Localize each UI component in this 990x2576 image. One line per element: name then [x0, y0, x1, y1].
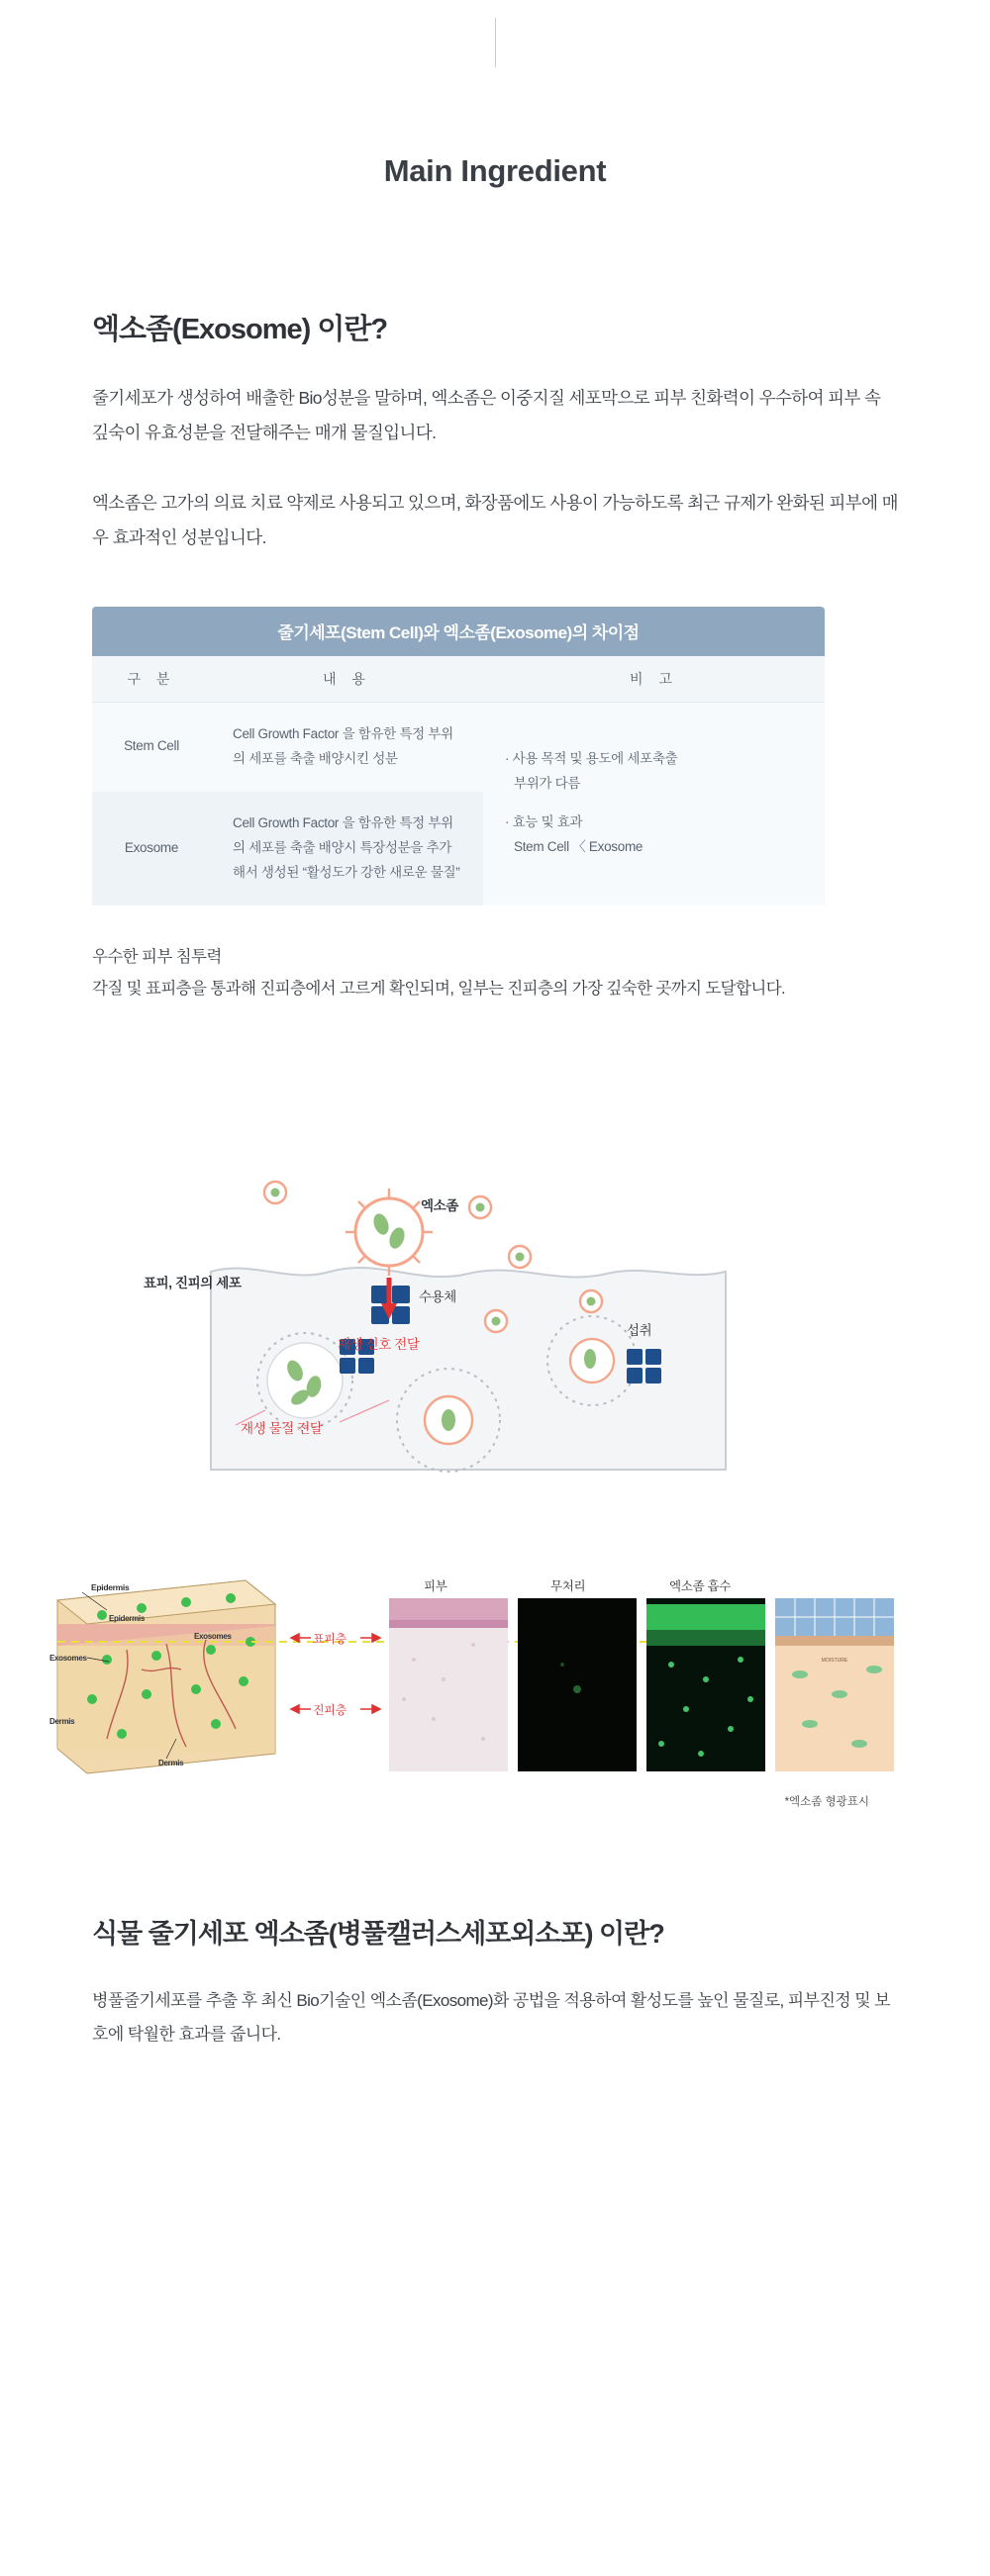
skin-label-dermis-bottom: Dermis [158, 1759, 184, 1768]
sub-note [92, 941, 898, 1004]
comparison-table-wrap [92, 607, 825, 906]
skin-label-exosomes-left: Exosomes [50, 1654, 87, 1664]
remark-line-1b: 부위가 다름 [514, 776, 581, 792]
skin-label-epidermis: Epidermis [109, 1614, 145, 1624]
section-1-paragraph-2: 엑소좀은 고가의 의료 치료 약제로 사용되고 있으며, 화장품에도 사용이 가능하도록 최근 규제가 완화된 피부에 매우 효과적인 성분입니다. [92, 493, 898, 547]
table-cell-label-stemcell: Stem Cell [92, 703, 211, 792]
page-title: Main Ingredient [383, 153, 607, 188]
remark-line-1: · 사용 목적 및 용도에 세포축출 [505, 751, 678, 767]
section-2 [92, 1912, 898, 2051]
photo-strip-svg [48, 1571, 929, 1783]
photo-schematic [775, 1598, 894, 1771]
remark-line-2: · 효능 및 효과 [505, 814, 583, 830]
sub-note-line-1: 우수한 피부 침투력 [92, 947, 222, 966]
section-2-heading: 식물 줄기세포 엑소좀(병풀캘러스세포외소포) 이란? [92, 1919, 664, 1950]
table-header-content: 내 용 [211, 656, 483, 703]
sub-note-line-2: 각질 및 표피층을 통과해 진피층에서 고르게 확인되며, 일부는 진피층의 가장 깊숙한 곳까지 도달합니다. [92, 980, 786, 999]
diagram-svg [92, 1074, 898, 1529]
table-row [92, 703, 825, 792]
section-2-paragraph: 병풀줄기세포를 추출 후 최신 Bio기술인 엑소좀(Exosome)화 공법을 적용하여 활성도를 높인 물질로, 피부진정 및 보호에 탁월한 효과를 줍니다. [92, 1991, 890, 2045]
comparison-table [92, 607, 825, 906]
diagram-label-exosome: 엑소좀 [421, 1198, 458, 1214]
table-header-row [92, 656, 825, 703]
photo-caption-absorption: 엑소좀 흡수 [669, 1579, 732, 1594]
skin-3d-illustration [57, 1580, 275, 1773]
exosome-large [346, 1189, 433, 1276]
layer-label-epidermis: 표피층 [313, 1632, 346, 1647]
photo-skin [389, 1598, 508, 1771]
skin-label-exosomes-right: Exosomes [194, 1632, 232, 1642]
diagram-label-material: 재생 물질 전달 [241, 1421, 323, 1437]
layer-label-dermis: 진피층 [313, 1703, 346, 1718]
diagram-label-cell: 표피, 진피의 세포 [144, 1276, 242, 1291]
skin-label-dermis-left: Dermis [50, 1717, 75, 1727]
diagram-label-receptor: 수용체 [419, 1289, 456, 1305]
table-cell-label-exosome: Exosome [92, 792, 211, 906]
table-cell-content-stemcell: Cell Growth Factor 을 함유한 특정 부위의 세포를 축출 배양시킨 성분 [211, 703, 483, 792]
table-cell-remark [483, 703, 825, 906]
exosome-mechanism-diagram [92, 1074, 898, 1529]
photo-footnote: *엑소좀 형광표시 [784, 1796, 869, 1809]
diagram-label-signal: 재생 신호 전달 [338, 1337, 420, 1353]
skin-label-epidermis-top: Epidermis [91, 1582, 130, 1593]
table-header-division: 구 분 [92, 656, 211, 703]
table-header-remark: 비 고 [483, 656, 825, 703]
photo-exosome-absorption [646, 1598, 765, 1771]
photo-caption-skin: 피부 [424, 1579, 447, 1594]
table-cell-content-exosome: Cell Growth Factor 을 함유한 특정 부위의 세포를 축출 배양시 특장성분을 추가해서 생성된 “활성도가 강한 새로운 물질” [211, 792, 483, 906]
photo-caption-untreated: 무처리 [550, 1579, 586, 1594]
section-1-paragraph-1: 줄기세포가 생성하여 배출한 Bio성분을 말하며, 엑소좀은 이중지질 세포막으로 피부 친화력이 우수하여 피부 속 깊숙이 유효성분을 전달해주는 매개 물질입니다. [92, 388, 881, 442]
skin-photo-strip [48, 1571, 929, 1809]
top-divider [495, 18, 496, 67]
photo-untreated [518, 1598, 637, 1771]
remark-line-2b: Stem Cell 〈 Exosome [514, 839, 644, 855]
comparison-table-caption: 줄기세포(Stem Cell)와 엑소좀(Exosome)의 차이점 [92, 607, 825, 656]
content-area [50, 307, 898, 2051]
diagram-label-uptake: 섭취 [627, 1323, 652, 1339]
section-1-heading: 엑소좀(Exosome) 이란? [92, 314, 388, 345]
svg-text:MOISTURE: MOISTURE [821, 1658, 848, 1665]
